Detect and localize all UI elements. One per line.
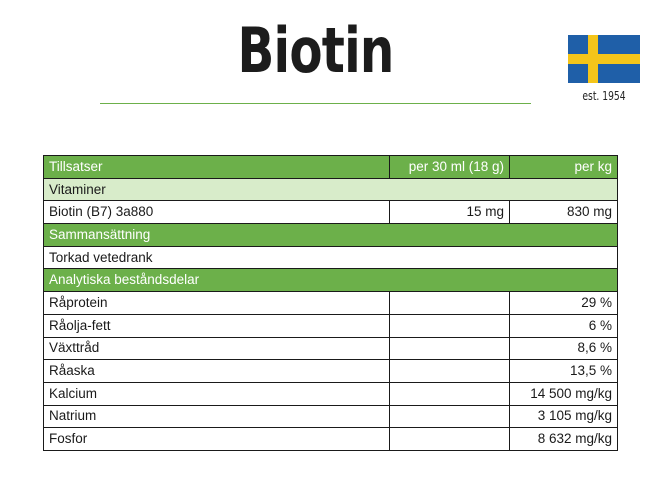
row-name: Fosfor [44, 428, 390, 451]
row-value-per-kg: 14 500 mg/kg [510, 382, 618, 405]
row-name: Växttråd [44, 337, 390, 360]
row-value-per-30ml [390, 382, 510, 405]
column-header: per kg [510, 156, 618, 179]
row-value-per-kg: 830 mg [510, 201, 618, 224]
section-row-vitaminer [44, 178, 618, 201]
row-name: Råaska [44, 360, 390, 383]
row-value-per-kg: 8,6 % [510, 337, 618, 360]
section-label: Analytiska beståndsdelar [44, 269, 618, 292]
table-row [44, 201, 618, 224]
row-name: Råprotein [44, 292, 390, 315]
row-name: Biotin (B7) 3a880 [44, 201, 390, 224]
table-header-row [44, 156, 618, 179]
table-row [44, 360, 618, 383]
row-value-per-kg: 8 632 mg/kg [510, 428, 618, 451]
nutrition-table [43, 155, 618, 451]
title-divider [100, 103, 531, 104]
row-name: Natrium [44, 405, 390, 428]
table-row [44, 337, 618, 360]
table-row [44, 292, 618, 315]
page-title: Biotin [237, 14, 394, 87]
section-label: Vitaminer [44, 178, 618, 201]
row-value-per-kg: 13,5 % [510, 360, 618, 383]
section-row-analytiska [44, 269, 618, 292]
row-value-per-30ml [390, 428, 510, 451]
column-header: per 30 ml (18 g) [390, 156, 510, 179]
established-label: est. 1954 [582, 89, 626, 103]
section-row-sammansattning [44, 224, 618, 247]
table-row [44, 405, 618, 428]
table-row [44, 314, 618, 337]
row-value-per-kg: 6 % [510, 314, 618, 337]
sweden-flag-icon [568, 35, 640, 83]
row-value-per-30ml [390, 337, 510, 360]
table-row [44, 246, 618, 269]
row-value-per-30ml [390, 405, 510, 428]
composition-text: Torkad vetedrank [44, 246, 618, 269]
section-label: Sammansättning [44, 224, 618, 247]
row-value-per-30ml [390, 314, 510, 337]
row-value-per-30ml: 15 mg [390, 201, 510, 224]
row-value-per-kg: 3 105 mg/kg [510, 405, 618, 428]
column-header: Tillsatser [44, 156, 390, 179]
row-name: Råolja-fett [44, 314, 390, 337]
table-row [44, 428, 618, 451]
row-value-per-30ml [390, 360, 510, 383]
row-name: Kalcium [44, 382, 390, 405]
row-value-per-kg: 29 % [510, 292, 618, 315]
table-row [44, 382, 618, 405]
row-value-per-30ml [390, 292, 510, 315]
